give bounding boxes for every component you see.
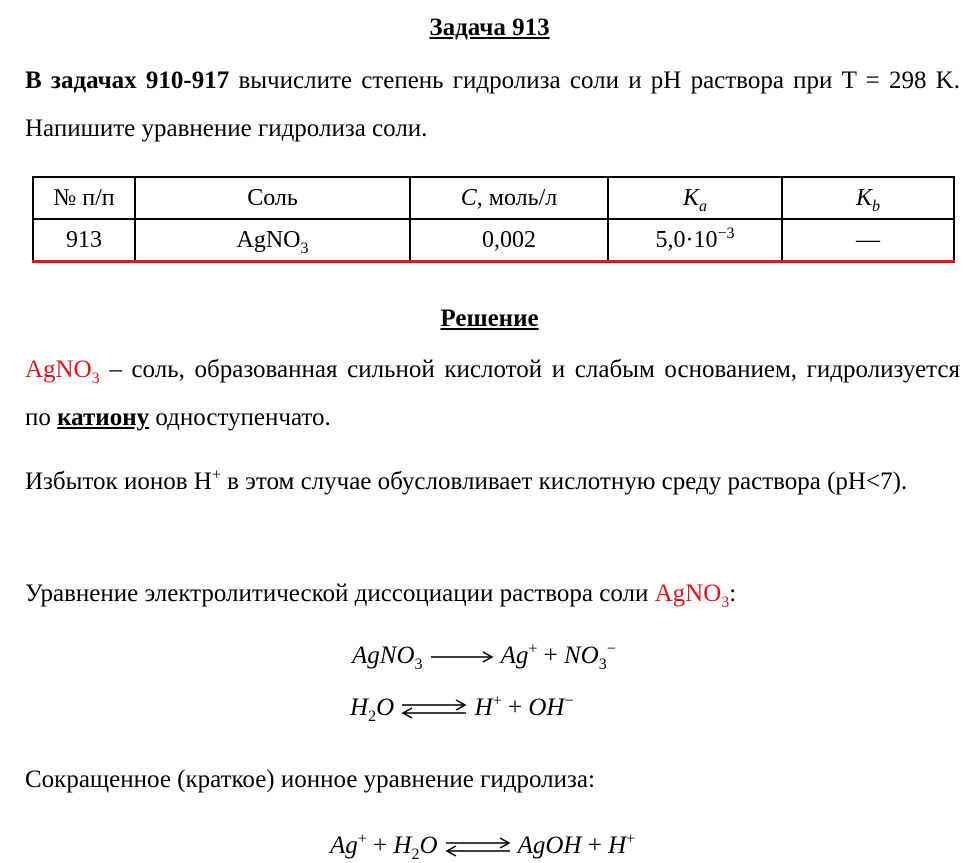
paragraph-ionic-equation: Сокращенное (краткое) ионное уравнение гидролиза: [25, 766, 595, 793]
equation-dissociation-salt: AgNO$_3$ $Ag^+ + NO_3^-$ [352, 640, 616, 673]
solution-title: Решение [440, 305, 539, 332]
cell-kb: — [782, 219, 954, 262]
cell-num: 913 [33, 219, 135, 262]
equilibrium-arrows-icon-2 [444, 837, 512, 857]
cation-emphasis: катиону [57, 404, 150, 431]
data-table [32, 176, 955, 263]
task-title: Задача 913 [429, 14, 550, 41]
paragraph-dissociation: Уравнение электролитической диссоциации раствора соли AgNO$_3$: [25, 580, 737, 611]
salt-formula-red: AgNO$_3$ [654, 580, 730, 611]
right-arrow-icon [429, 650, 495, 664]
equation-hydrolysis: $Ag^+ + H_2O$ AgOH + H+ [330, 830, 636, 863]
equilibrium-arrows-icon [400, 699, 468, 719]
cell-salt: AgNO$_3$ [135, 219, 410, 262]
paragraph-salt-type: AgNO$_3$ – соль, образованная сильной кислотой и слабым основанием, гидролизуется по катиону одноступенчато. [25, 356, 960, 431]
intro-bold: В задачах 910-917 [25, 67, 230, 94]
table-row [33, 219, 954, 262]
cell-ka: $5,0\cdot 10^{-3}$ [608, 219, 782, 262]
cell-concentration: 0,002 [410, 219, 608, 262]
header-ka: $K_a$ [608, 177, 782, 219]
intro-text: вычислите степень гидролиза соли и pH раствора при T = 298 K. Напишите уравнение гидролиза соли. [25, 67, 960, 142]
equation-dissociation-water: $H_2O$ H+ + OH− [350, 692, 574, 725]
intro-paragraph [25, 57, 960, 153]
header-num: № п/п [33, 177, 135, 219]
paragraph-excess-ions: Избыток ионов H+ в этом случае обусловливает кислотную среду раствора (pH<7). [25, 466, 908, 495]
salt-formula: AgNO$_3$ [25, 356, 100, 387]
header-salt: Соль [135, 177, 410, 219]
header-concentration: C, моль/л [410, 177, 608, 219]
header-kb: $K_b$ [782, 177, 954, 219]
table-header-row [33, 177, 954, 219]
